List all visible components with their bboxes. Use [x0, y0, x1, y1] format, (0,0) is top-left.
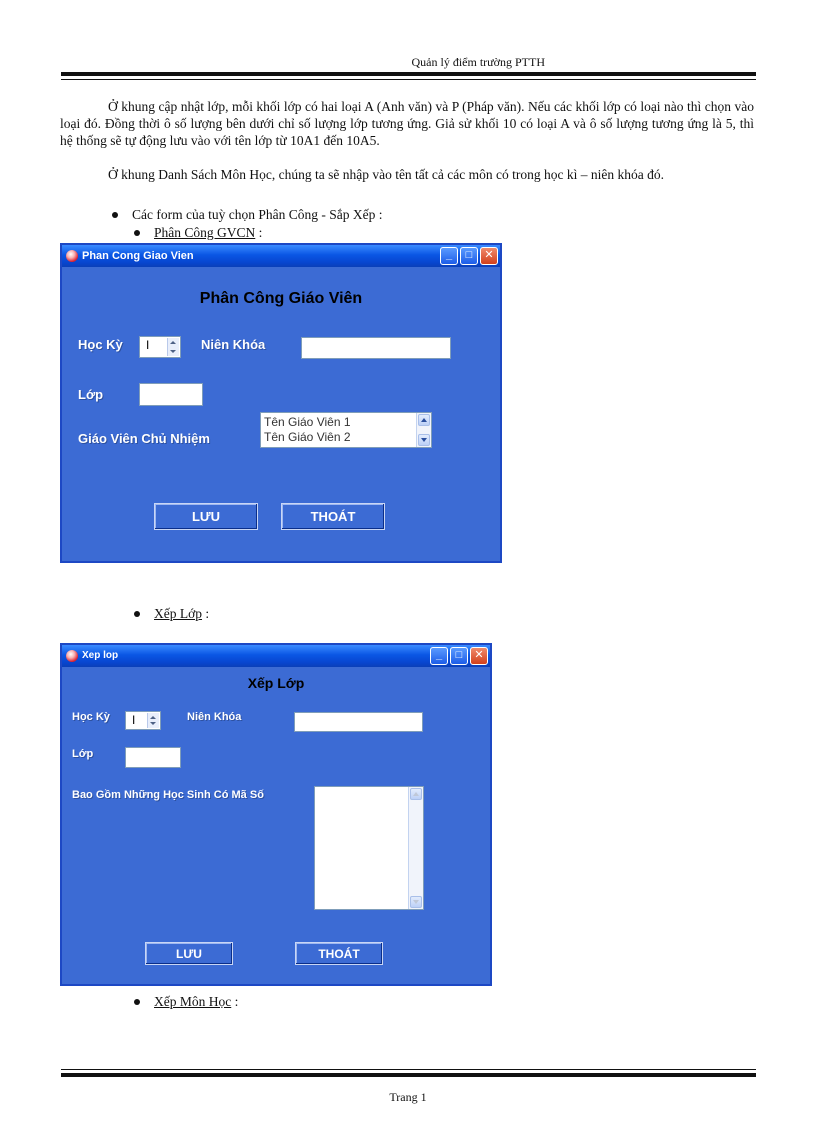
bullet-dot	[134, 999, 140, 1005]
gvcn-label: Giáo Viên Chủ Nhiệm	[78, 431, 210, 446]
app-icon	[66, 650, 78, 662]
header-rule-thick	[61, 72, 756, 76]
hoc-ky-spinner[interactable]	[125, 711, 161, 730]
listbox-scrollbar[interactable]	[416, 413, 431, 447]
teacher-listbox[interactable]	[260, 412, 432, 448]
exit-button[interactable]: THOÁT	[281, 503, 385, 530]
paragraph-2: Ở khung Danh Sách Môn Học, chúng ta sẽ nhập vào tên tất cả các môn có trong học kì – niên khóa đó.	[108, 167, 664, 182]
scroll-down-icon[interactable]	[410, 896, 422, 908]
scroll-up-icon[interactable]	[418, 414, 430, 426]
bullet-dot	[112, 212, 118, 218]
sub-bullet-xep-lop: Xếp Lớp :	[134, 605, 209, 622]
bullet-main	[112, 206, 382, 223]
save-button[interactable]: LƯU	[154, 503, 258, 530]
bullet-main-text: Các form của tuỳ chọn Phân Công - Sắp Xếp :	[132, 207, 383, 222]
app-icon	[66, 250, 78, 262]
minimize-button[interactable]: _	[430, 647, 448, 665]
sub-bullet-label: Xếp Lớp	[154, 606, 203, 621]
students-label: Bao Gồm Những Học Sinh Có Mã Số	[72, 789, 264, 801]
sub-bullet-label: Phân Công GVCN	[154, 225, 256, 240]
hoc-ky-label: Học Kỳ	[78, 337, 123, 352]
phan-cong-window	[60, 243, 502, 563]
hoc-ky-value: I	[132, 713, 136, 727]
scroll-down-icon[interactable]	[418, 434, 430, 446]
sub-bullet-label: Xếp Môn Học	[154, 994, 232, 1009]
maximize-button[interactable]: □	[450, 647, 468, 665]
footer-rule-thick	[61, 1073, 756, 1077]
xep-lop-window	[60, 643, 492, 986]
hoc-ky-spinner[interactable]	[139, 336, 181, 358]
header-title: Quản lý điểm trường PTTH	[411, 55, 545, 69]
spinner-arrows-icon[interactable]	[167, 338, 179, 356]
listbox-scrollbar[interactable]	[408, 787, 423, 909]
spinner-arrows-icon[interactable]	[147, 713, 159, 728]
list-item[interactable]: Tên Giáo Viên 1	[264, 415, 351, 429]
bullet-dot	[134, 230, 140, 236]
paragraph-1: Ở khung cập nhật lớp, mỗi khối lớp có hai loại A (Anh văn) và P (Pháp văn). Nếu các khối lớp có loại nào thì chọn vào loại đó. Đồng thời ô số lượng bên dưới chỉ số lượng lớp tương ứng. Giả sử khối 10 có loại A và ô số lượng tương ứng là 5, thì hệ thống sẽ tự động lưu vào với tên lớp từ 10A1 đến 10A5.	[60, 99, 754, 148]
exit-button[interactable]: THOÁT	[295, 942, 383, 965]
close-button[interactable]: ✕	[480, 247, 498, 265]
nien-khoa-label: Niên Khóa	[201, 337, 266, 352]
nien-khoa-input[interactable]	[294, 712, 423, 732]
students-listbox[interactable]	[314, 786, 424, 910]
sub-bullet-xep-mon-hoc: Xếp Môn Học :	[134, 993, 238, 1010]
form-heading: Phân Công Giáo Viên	[199, 290, 363, 307]
save-button[interactable]: LƯU	[145, 942, 233, 965]
window-titlebar	[62, 245, 500, 267]
header-rule-thin	[61, 79, 756, 80]
hoc-ky-value: I	[146, 338, 150, 352]
lop-label: Lớp	[78, 387, 104, 402]
bullet-dot	[134, 611, 140, 617]
sub-bullet-phan-cong: Phân Công GVCN :	[134, 224, 262, 241]
footer-rule-thin	[61, 1069, 756, 1070]
hoc-ky-label: Học Kỳ	[72, 711, 110, 723]
form-heading: Xếp Lớp	[247, 675, 305, 691]
list-item[interactable]: Tên Giáo Viên 2	[264, 430, 351, 444]
nien-khoa-label: Niên Khóa	[187, 711, 242, 723]
lop-input[interactable]	[125, 747, 181, 768]
close-button[interactable]: ✕	[470, 647, 488, 665]
lop-label: Lớp	[72, 748, 94, 760]
window-titlebar	[62, 645, 490, 667]
lop-input[interactable]	[139, 383, 203, 406]
window-title: Xep lop	[82, 650, 119, 661]
maximize-button[interactable]: □	[460, 247, 478, 265]
page-number: Trang 1	[389, 1090, 427, 1104]
window-title: Phan Cong Giao Vien	[82, 250, 194, 262]
nien-khoa-input[interactable]	[301, 337, 451, 359]
minimize-button[interactable]: _	[440, 247, 458, 265]
scroll-up-icon[interactable]	[410, 788, 422, 800]
